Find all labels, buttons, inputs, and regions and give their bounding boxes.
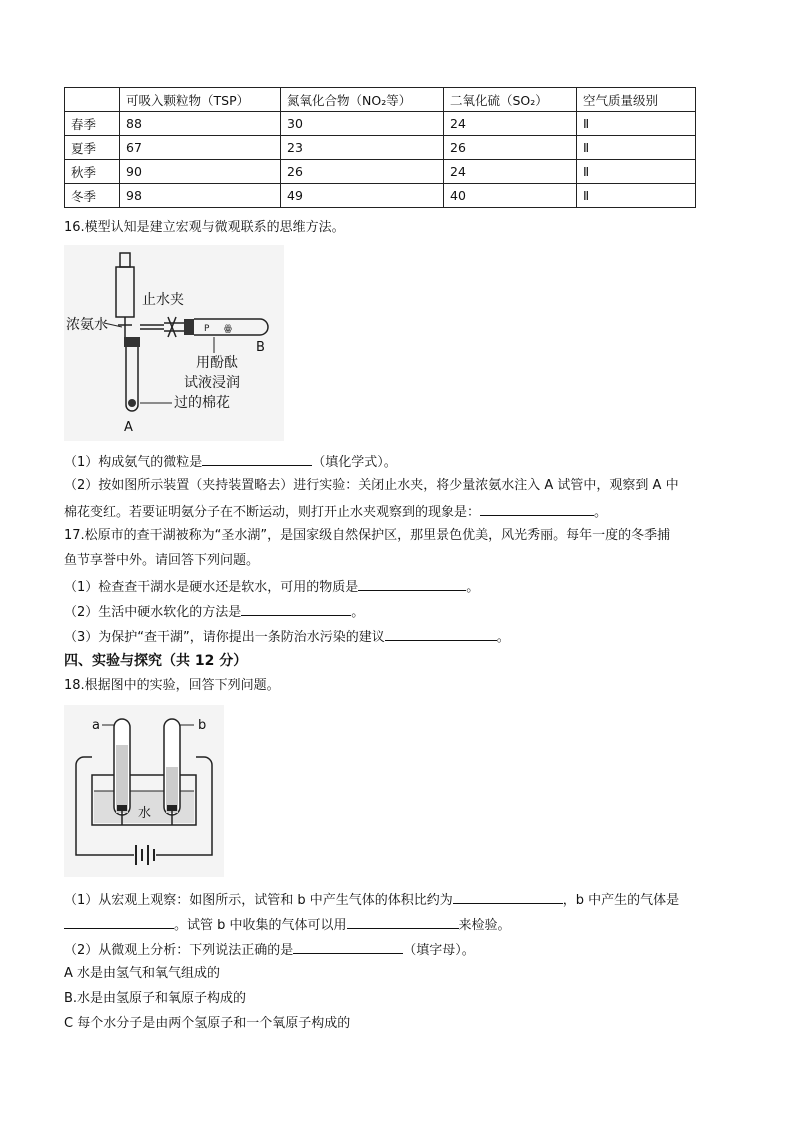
table-cell: Ⅱ — [577, 184, 696, 208]
tube-b-label: b — [198, 718, 207, 733]
q17-line1: 17.松原市的查干湖被称为“圣水湖”，是国家级自然保护区，那里景色优美，风光秀丽。每年一度的冬季捕 — [64, 528, 671, 543]
table-header-cell: 可吸入颗粒物（TSP） — [120, 88, 281, 112]
q17-part2-suffix: 。 — [351, 605, 365, 620]
cotton-label-1: 用酚酞 — [196, 355, 238, 371]
table-cell: 30 — [281, 112, 444, 136]
q18-part2-suffix: （填字母）。 — [403, 943, 475, 958]
q17-part2 — [64, 602, 364, 622]
q18-part2 — [64, 940, 475, 960]
q18-title: 18.根据图中的实验，回答下列问题。 — [64, 678, 280, 693]
q16-part2-line2 — [64, 502, 607, 522]
table-row — [65, 112, 696, 136]
q17-part3-text: （3）为保护“查干湖”，请你提出一条防治水污染的建议 — [64, 630, 385, 645]
table-cell: 24 — [444, 112, 577, 136]
q16-part2-line1: （2）按如图所示装置（夹持装置略去）进行实验：关闭止水夹，将少量浓氨水注入 A 试管中，观察到 A 中 — [64, 478, 679, 493]
ammonia-label: 浓氨水 — [66, 317, 108, 333]
tube-a-label: a — [92, 718, 100, 733]
q18-part1-text: （1）从宏观上观察：如图所示，试管和 b 中产生气体的体积比约为 — [64, 893, 453, 908]
air-quality-table — [64, 87, 696, 208]
q18-part2-text: （2）从微观上分析：下列说法正确的是 — [64, 943, 294, 958]
table-cell: 夏季 — [65, 136, 120, 160]
table-cell: 26 — [281, 160, 444, 184]
table-header-cell: 空气质量级别 — [577, 88, 696, 112]
clamp-label: 止水夹 — [142, 292, 184, 308]
q18-part1-line2-text: 。试管 b 中收集的气体可以用 — [174, 918, 347, 933]
q16-part2-text: 棉花变红。若要证明氨分子在不断运动，则打开止水夹观察到的现象是： — [64, 505, 481, 520]
table-cell: Ⅱ — [577, 160, 696, 184]
answer-blank[interactable] — [202, 452, 312, 466]
q16-title: 16.模型认知是建立宏观与微观联系的思维方法。 — [64, 220, 345, 235]
q18-option-c: C 每个水分子是由两个氢原子和一个氧原子构成的 — [64, 1016, 351, 1031]
answer-blank[interactable] — [64, 915, 174, 929]
tube-a-label: A — [124, 420, 133, 435]
answer-blank[interactable] — [293, 940, 403, 954]
q16-part2-suffix: 。 — [594, 505, 608, 520]
table-row — [65, 160, 696, 184]
table-header-cell — [65, 88, 120, 112]
q17-part1-suffix: 。 — [466, 580, 480, 595]
q16-part1-suffix: （填化学式）。 — [312, 455, 397, 470]
ammonia-apparatus-drawing — [64, 245, 284, 441]
table-cell: 98 — [120, 184, 281, 208]
table-header-row — [65, 88, 696, 112]
table-cell: 24 — [444, 160, 577, 184]
q17-part3-suffix: 。 — [496, 630, 510, 645]
table-cell: 90 — [120, 160, 281, 184]
q17-part2-text: （2）生活中硬水软化的方法是 — [64, 605, 242, 620]
water-label: 水 — [138, 806, 152, 821]
table-cell: 春季 — [65, 112, 120, 136]
table-row — [65, 136, 696, 160]
q18-option-b: B.水是由氢原子和氧原子构成的 — [64, 991, 247, 1006]
svg-text:ꙮ: ꙮ — [224, 324, 232, 334]
answer-blank[interactable] — [453, 890, 563, 904]
svg-text:P: P — [204, 324, 210, 334]
answer-blank[interactable] — [241, 602, 351, 616]
table-cell: 26 — [444, 136, 577, 160]
q18-part1-mid: ，b 中产生的气体是 — [562, 893, 680, 908]
table-cell: Ⅱ — [577, 136, 696, 160]
q16-part1-text: （1）构成氨气的微粒是 — [64, 455, 203, 470]
answer-blank[interactable] — [385, 627, 497, 641]
table-cell: 49 — [281, 184, 444, 208]
cotton-label-3: 过的棉花 — [174, 395, 230, 411]
table-cell: 秋季 — [65, 160, 120, 184]
tube-b-label: B — [256, 340, 265, 355]
cotton-label-2: 试液浸润 — [184, 375, 240, 391]
table-cell: 40 — [444, 184, 577, 208]
answer-blank[interactable] — [347, 915, 459, 929]
q17-part1 — [64, 577, 479, 597]
table-header-cell: 二氧化硫（SO₂） — [444, 88, 577, 112]
electrolysis-figure — [64, 705, 224, 877]
table-header-cell: 氮氧化合物（NO₂等） — [281, 88, 444, 112]
answer-blank[interactable] — [480, 502, 594, 516]
table-cell: 冬季 — [65, 184, 120, 208]
table-cell: 67 — [120, 136, 281, 160]
ammonia-apparatus-figure — [64, 245, 284, 441]
q16-part1 — [64, 452, 397, 472]
electrolysis-drawing — [64, 705, 224, 877]
q17-line2: 鱼节享誉中外。请回答下列问题。 — [64, 553, 260, 568]
answer-blank[interactable] — [358, 577, 466, 591]
q17-part3 — [64, 627, 510, 647]
q18-part1-line2-suffix: 来检验。 — [458, 918, 511, 933]
section-heading: 四、实验与探究（共 12 分） — [64, 653, 248, 669]
table-cell: Ⅱ — [577, 112, 696, 136]
table-row — [65, 184, 696, 208]
table-cell: 88 — [120, 112, 281, 136]
q18-option-a: A 水是由氢气和氧气组成的 — [64, 966, 221, 981]
q18-part1-line2 — [64, 915, 511, 935]
q17-part1-text: （1）检查查干湖水是硬水还是软水，可用的物质是 — [64, 580, 359, 595]
table-cell: 23 — [281, 136, 444, 160]
q18-part1-line1 — [64, 890, 679, 910]
